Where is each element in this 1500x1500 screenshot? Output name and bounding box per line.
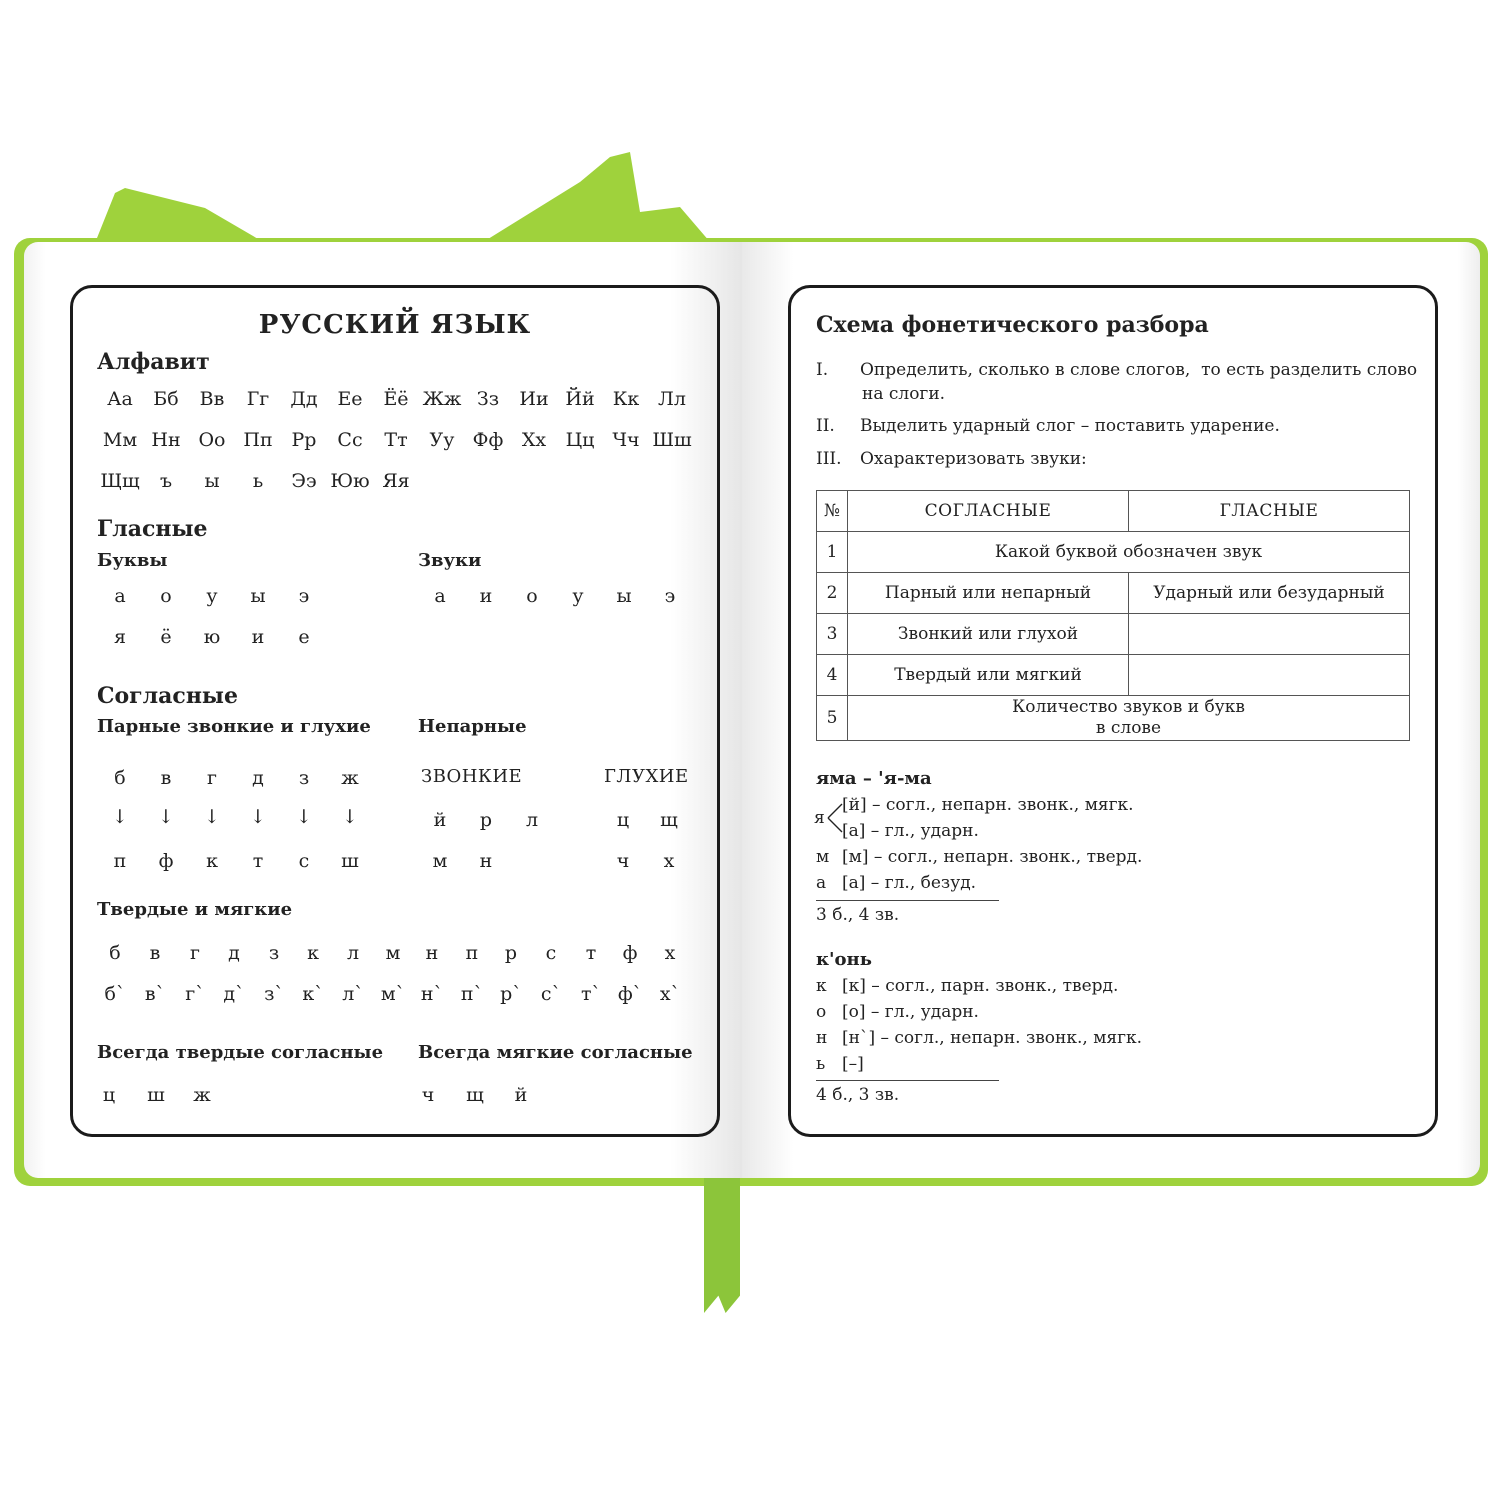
step-number: I. [816,360,829,380]
example-1-total: 3 б., 4 зв. [816,905,900,925]
down-arrow-icon: ↓ [112,806,128,828]
consonant-letter: ц [102,1084,116,1106]
left-cat-ear [95,188,265,248]
alphabet-letter: Хх [521,429,547,451]
consonant-letter: ч [616,850,630,872]
bookmark-ribbon[interactable] [704,1168,740,1313]
example-1-divider [816,900,999,901]
consonant-letter: д [228,942,240,964]
consonant-letter: ф` [617,983,643,1005]
table-cell-empty [1129,614,1410,655]
consonant-letter: ш [341,850,359,872]
down-arrow-icon: ↓ [296,806,312,828]
table-header-num: № [817,491,848,532]
table-cell-empty [1129,655,1410,696]
table-cell: Какой буквой обозначен звук [848,532,1410,573]
voiced-row-1 [417,809,567,835]
consonant-letter: к [206,850,218,872]
vowel-letter: и [251,626,265,648]
vowel-letter: у [206,585,218,607]
always-hard-heading: Всегда твердые согласные [97,1042,384,1063]
alphabet-letter: Аа [107,388,133,410]
vowel-letter: ю [203,626,221,648]
table-header-consonants: СОГЛАСНЫЕ [848,491,1129,532]
alphabet-letter: Йй [565,388,595,410]
alphabet-letter: Цц [565,429,595,451]
alphabet-letter: Рр [291,429,317,451]
step-number: II. [816,416,835,436]
alphabet-letter: Ээ [291,470,317,492]
example-2-letter: о [816,1002,827,1022]
consonant-letter: р [504,942,518,964]
consonant-letter: н [425,942,439,964]
table-cell: Парный или непарный [848,573,1129,614]
example-1-letter: я [814,808,825,828]
table-cell: Ударный или безударный [1129,573,1410,614]
example-2-letter: н [816,1028,828,1048]
alphabet-letter: Зз [476,388,500,410]
example-1-letter: а [816,873,827,893]
voiced-row-2 [417,850,567,876]
example-2-sound: [–] [842,1054,864,1074]
alphabet-letter: Яя [382,470,410,492]
consonant-letter: р [479,809,493,831]
alphabet-letter: Дд [290,388,318,410]
table-cell-line: в слове [1095,718,1162,738]
alphabet-letter: Тт [384,429,408,451]
table-row [817,532,1410,573]
example-2-divider [816,1080,999,1081]
right-cat-ear [480,152,720,247]
vowel-letter: э [298,585,310,607]
table-cell: Звонкий или глухой [848,614,1129,655]
table-cell [848,696,1410,741]
example-2-sound: [о] – гл., ударн. [842,1002,979,1022]
alphabet-letter: Чч [612,429,640,451]
vowel-letter: а [114,585,126,607]
step-text: Выделить ударный слог – поставить ударение. [860,416,1280,436]
alphabet-letter: Ии [519,388,549,410]
step-text-continued: на слоги. [862,384,946,404]
vowels-heading: Гласные [97,516,208,542]
vowel-letter: ё [160,626,172,648]
consonant-letter: щ [660,809,678,831]
consonant-letter: м [385,942,401,964]
consonant-letter: б [114,767,126,789]
table-cell-num: 2 [817,573,848,614]
example-1-sound: [й] – согл., непарн. звонк., мягк. [842,795,1134,815]
table-cell-num: 4 [817,655,848,696]
consonant-letter: в` [144,983,166,1005]
unpaired-heading: Непарные [418,716,527,737]
down-arrow-icon: ↓ [158,806,174,828]
alphabet-row-2 [97,429,717,455]
alphabet-letter: Мм [102,429,138,451]
consonant-letter: х` [659,983,681,1005]
consonant-letter: в [149,942,161,964]
example-2-sound: [к] – согл., парн. звонк., тверд. [842,976,1119,996]
step-text: Определить, сколько в слове слогов, то есть разделить слово [860,360,1418,380]
alphabet-letter: Ее [337,388,363,410]
consonant-letter: й [514,1084,528,1106]
vowel-letter: я [114,626,126,648]
example-1-sound: [м] – согл., непарн. звонк., тверд. [842,847,1143,867]
example-1-sound: [а] – гл., безуд. [842,873,977,893]
vowel-letter: ы [250,585,266,607]
table-row [817,614,1410,655]
hard-row [97,942,697,968]
consonant-letter: г` [185,983,205,1005]
alphabet-heading: Алфавит [97,349,210,375]
example-1-sound: [а] – гл., ударн. [842,821,979,841]
alphabet-letter: Жж [422,388,462,410]
paired-bottom-row [97,850,397,876]
alphabet-row-3 [97,470,717,496]
page-title: РУССКИЙ ЯЗЫК [258,310,532,340]
voiced-label: ЗВОНКИЕ [421,766,523,787]
alphabet-letter: Вв [199,388,225,410]
consonant-letter: в [160,767,172,789]
hard-soft-heading: Твердые и мягкие [97,899,293,920]
consonant-letter: х [664,942,676,964]
example-2-total: 4 б., 3 зв. [816,1085,900,1105]
vowel-letter: о [160,585,172,607]
consonant-letter: г [190,942,200,964]
vowel-letters-heading: Буквы [97,550,168,571]
alphabet-letter: Уу [429,429,455,451]
vowel-letter: е [298,626,310,648]
consonant-letter: т` [580,983,601,1005]
consonant-letter: л` [342,983,364,1005]
consonant-letter: н` [420,983,444,1005]
consonant-letter: п [465,942,479,964]
table-cell-line: Количество звуков и букв [1012,697,1245,717]
consonant-letter: к [307,942,319,964]
consonant-letter: й [433,809,447,831]
alphabet-letter: Нн [151,429,181,451]
consonant-letter: н [479,850,493,872]
consonant-letter: г [207,767,217,789]
vowel-sound: и [479,585,493,607]
example-2-title: к'онь [816,949,872,970]
table-header-vowels: ГЛАСНЫЕ [1129,491,1410,532]
alphabet-letter: Лл [658,388,686,410]
alphabet-letter: Шш [652,429,692,451]
table-cell-num: 5 [817,696,848,741]
consonant-letter: т [252,850,264,872]
down-arrow-icon: ↓ [250,806,266,828]
alphabet-letter: Ёё [383,388,409,410]
consonant-letter: м [432,850,448,872]
consonant-letter: х [663,850,675,872]
table-cell-num: 1 [817,532,848,573]
voiceless-label: ГЛУХИЕ [604,766,689,787]
alphabet-letter: Сс [337,429,363,451]
phonetic-table [816,490,1410,741]
phonetic-scheme-title: Схема фонетического разбора [816,312,1209,338]
consonant-letter: т [585,942,597,964]
consonant-letter: ж [193,1084,211,1106]
always-soft-row [405,1084,555,1110]
consonant-letter: з [298,767,310,789]
always-hard-row [86,1084,236,1110]
consonant-letter: ш [147,1084,165,1106]
step-number: III. [816,449,842,469]
consonant-letter: с [545,942,557,964]
voiceless-row-1 [600,809,700,835]
soft-row [97,983,697,1009]
alphabet-letter: Юю [330,470,370,492]
example-2-sound: [н`] – согл., непарн. звонк., мягк. [842,1028,1143,1048]
vowel-sound: ы [616,585,632,607]
example-1-title: яма – 'я-ма [816,768,932,789]
consonant-letter: ф [622,942,638,964]
consonant-letter: б` [104,983,126,1005]
alphabet-letter: Бб [153,388,179,410]
consonant-letter: л [346,942,360,964]
consonant-letter: м` [380,983,406,1005]
vowel-letters-row-1 [97,585,397,611]
consonant-letter: п [113,850,127,872]
consonant-letter: з` [264,983,284,1005]
example-2-letter: к [816,976,827,996]
voiceless-row-2 [600,850,700,876]
table-row [817,696,1410,741]
vowel-sounds-row [417,585,717,611]
consonant-letter: д [252,767,264,789]
consonant-letter: с` [540,983,562,1005]
example-2-letter: ь [816,1054,826,1074]
table-row [817,491,1410,532]
consonant-letter: п` [460,983,484,1005]
consonant-letter: з [268,942,280,964]
vowel-sound: о [526,585,538,607]
vowel-letters-row-2 [97,626,397,652]
vowel-sound: у [572,585,584,607]
alphabet-letter: Кк [612,388,640,410]
consonant-letter: к` [302,983,324,1005]
consonant-letter: щ [466,1084,484,1106]
step-text: Охарактеризовать звуки: [860,449,1087,469]
alphabet-row-1 [97,388,717,414]
alphabet-letter: Пп [243,429,273,451]
table-cell: Твердый или мягкий [848,655,1129,696]
down-arrow-icon: ↓ [342,806,358,828]
paired-arrow-row [97,806,397,832]
alphabet-letter: Фф [472,429,504,451]
alphabet-letter: ъ [159,470,173,492]
consonant-letter: ж [341,767,359,789]
table-cell-num: 3 [817,614,848,655]
consonant-letter: ч [421,1084,435,1106]
alphabet-letter: Гг [246,388,270,410]
paired-heading: Парные звонкие и глухие [97,716,371,737]
alphabet-letter: Оо [198,429,226,451]
vowel-sounds-heading: Звуки [418,550,482,571]
table-row [817,655,1410,696]
alphabet-letter: ь [252,470,264,492]
example-1-letter: м [816,847,830,867]
consonant-letter: л [525,809,539,831]
consonant-letter: ц [616,809,630,831]
consonant-letter: ф [158,850,174,872]
consonants-heading: Согласные [97,683,238,709]
consonant-letter: с [298,850,310,872]
down-arrow-icon: ↓ [204,806,220,828]
table-row [817,573,1410,614]
always-soft-heading: Всегда мягкие согласные [418,1042,693,1063]
alphabet-letter: Щщ [100,470,140,492]
vowel-sound: э [664,585,676,607]
consonant-letter: б [109,942,121,964]
consonant-letter: д` [223,983,245,1005]
alphabet-letter: ы [204,470,220,492]
paired-top-row [97,767,397,793]
vowel-sound: а [434,585,446,607]
consonant-letter: р` [500,983,522,1005]
